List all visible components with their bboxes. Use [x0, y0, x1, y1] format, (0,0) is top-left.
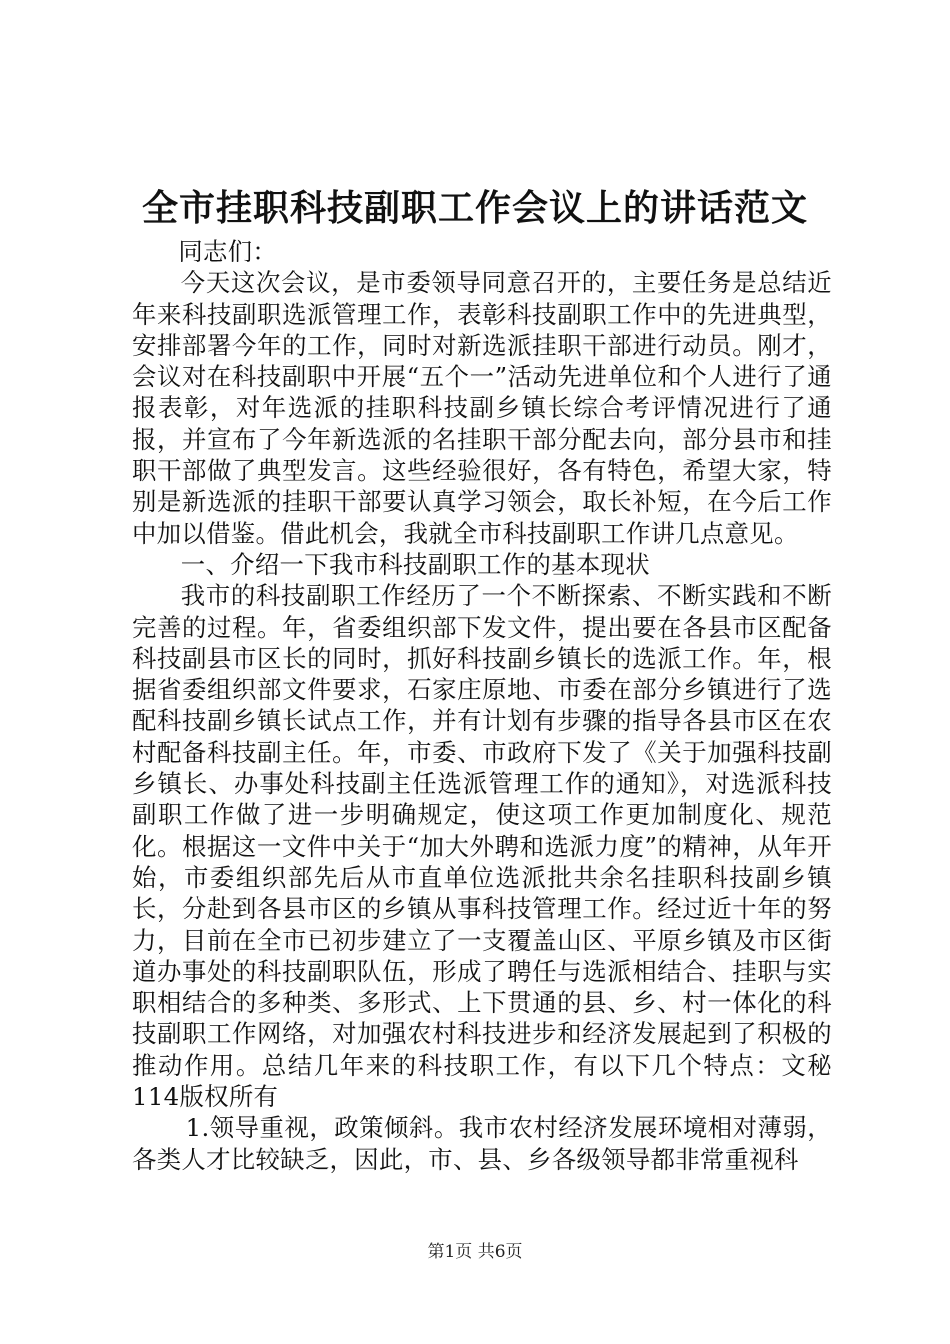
list-item-1: 1.领导重视，政策倾斜。我市农村经济发展环境相对薄弱，各类人才比较缺乏，因此，市、县、乡各级领导都非常重视科	[132, 1113, 832, 1174]
paragraph-intro: 今天这次会议，是市委领导同意召开的，主要任务是总结近年来科技副职选派管理工作，表彰科技副职工作中的先进典型，安排部署今年的工作，同时对新选派挂职干部进行动员。刚才，会议对在科技副职中开展“五个一”活动先进单位和个人进行了通报表彰，对年选派的挂职科技副乡镇长综合考评情况进行了通报，并宣布了今年新选派的名挂职干部分配去向，部分县市和挂职干部做了典型发言。这些经验很好，各有特色，希望大家，特别是新选派的挂职干部要认真学习领会，取长补短，在今后工作中加以借鉴。借此机会，我就全市科技副职工作讲几点意见。	[132, 268, 832, 548]
document-title: 全市挂职科技副职工作会议上的讲话范文	[141, 187, 808, 229]
document-body	[132, 236, 832, 1175]
page-footer: 第1页 共6页	[427, 1242, 523, 1262]
paragraph-status: 我市的科技副职工作经历了一个不断探索、不断实践和不断完善的过程。年，省委组织部下发文件，提出要在各县市区配备科技副县市区长的同时，抓好科技副乡镇长的选派工作。年，根据省委组织部文件要求，石家庄原地、市委在部分乡镇进行了选配科技副乡镇长试点工作，并有计划有步骤的指导各县市区在农村配备科技副主任。年，市委、市政府下发了《关于加强科技副乡镇长、办事处科技副主任选派管理工作的通知》，对选派科技副职工作做了进一步明确规定，使这项工作更加制度化、规范化。根据这一文件中关于“加大外聘和选派力度”的精神，从年开始，市委组织部先后从市直单位选派批共余名挂职科技副乡镇长，分赴到各县市区的乡镇从事科技管理工作。经过近十年的努力，目前在全市已初步建立了一支覆盖山区、平原乡镇及市区街道办事处的科技副职队伍，形成了聘任与选派相结合、挂职与实职相结合的多种类、多形式、上下贯通的县、乡、村一体化的科技副职工作网络，对加强农村科技进步和经济发展起到了积极的推动作用。总结几年来的科技职工作，有以下几个特点：文秘114版权所有	[132, 581, 832, 1112]
section-heading: 一、介绍一下我市科技副职工作的基本现状	[180, 549, 650, 579]
greeting: 同志们：	[178, 237, 278, 266]
